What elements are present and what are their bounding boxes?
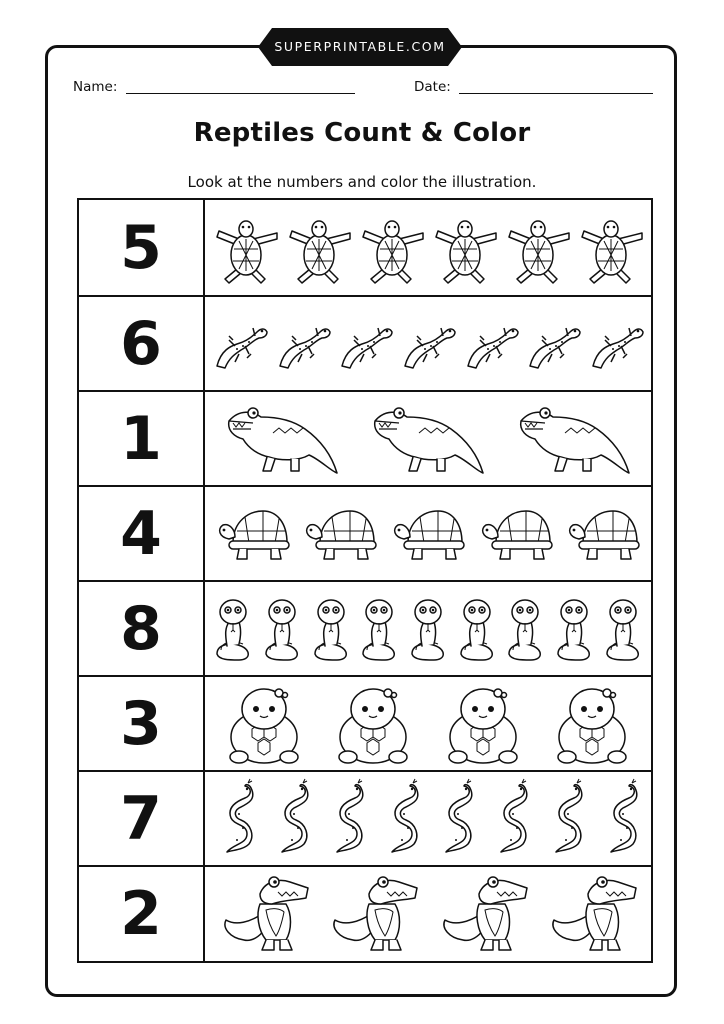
count-number: 4 <box>120 498 162 569</box>
tortoise-icon <box>565 503 641 565</box>
cute-turtle-icon <box>330 681 416 767</box>
cobra-icon <box>503 594 547 664</box>
picture-cell <box>205 772 651 865</box>
table-row <box>79 390 651 485</box>
picture-cell <box>205 677 651 770</box>
alligator-icon <box>544 874 640 954</box>
tortoise-icon <box>215 503 291 565</box>
snake-icon <box>599 778 641 860</box>
table-row <box>79 865 651 961</box>
cobra-icon <box>357 594 401 664</box>
lizard-icon <box>336 316 394 372</box>
cobra-icon <box>260 594 304 664</box>
number-cell <box>79 867 205 961</box>
number-cell <box>79 200 205 295</box>
sea-turtle-icon <box>213 209 279 287</box>
sea-turtle-icon <box>432 209 498 287</box>
picture-cell <box>205 487 651 580</box>
lizard-icon <box>274 316 332 372</box>
table-row <box>79 295 651 390</box>
table-row <box>79 485 651 580</box>
snake-icon <box>489 778 531 860</box>
cobra-icon <box>552 594 596 664</box>
count-grid <box>77 198 653 963</box>
lizard-icon <box>211 316 269 372</box>
count-number: 8 <box>120 593 162 664</box>
picture-cell <box>205 392 651 485</box>
tortoise-icon <box>390 503 466 565</box>
count-number: 5 <box>120 212 162 283</box>
picture-cell <box>205 297 651 390</box>
name-line[interactable] <box>126 93 355 94</box>
snake-icon <box>544 778 586 860</box>
sea-turtle-icon <box>505 209 571 287</box>
lizard-icon <box>399 316 457 372</box>
number-cell <box>79 677 205 770</box>
number-cell <box>79 392 205 485</box>
sea-turtle-icon <box>359 209 425 287</box>
snake-icon <box>215 778 257 860</box>
number-cell <box>79 582 205 675</box>
snake-icon <box>380 778 422 860</box>
snake-icon <box>270 778 312 860</box>
crocodile-icon <box>511 399 637 479</box>
date-line[interactable] <box>459 93 653 94</box>
table-row <box>79 200 651 295</box>
lizard-icon <box>524 316 582 372</box>
snake-icon <box>434 778 476 860</box>
cobra-icon <box>406 594 450 664</box>
sea-turtle-icon <box>286 209 352 287</box>
cute-turtle-icon <box>440 681 526 767</box>
number-cell <box>79 772 205 865</box>
cobra-icon <box>309 594 353 664</box>
crocodile-icon <box>219 399 345 479</box>
alligator-icon <box>216 874 312 954</box>
table-row <box>79 580 651 675</box>
number-cell <box>79 297 205 390</box>
date-label: Date: <box>414 79 451 95</box>
brand-badge <box>258 28 462 66</box>
cobra-icon <box>211 594 255 664</box>
cute-turtle-icon <box>549 681 635 767</box>
cobra-icon <box>455 594 499 664</box>
lizard-icon <box>462 316 520 372</box>
cute-turtle-icon <box>221 681 307 767</box>
name-label: Name: <box>73 79 118 95</box>
crocodile-icon <box>365 399 491 479</box>
table-row <box>79 770 651 865</box>
count-number: 6 <box>120 308 162 379</box>
tortoise-icon <box>302 503 378 565</box>
number-cell <box>79 487 205 580</box>
tortoise-icon <box>478 503 554 565</box>
cobra-icon <box>601 594 645 664</box>
count-number: 3 <box>120 688 162 759</box>
alligator-icon <box>435 874 531 954</box>
brand-text: SUPERPRINTABLE.COM <box>274 39 446 54</box>
snake-icon <box>325 778 367 860</box>
table-row <box>79 675 651 770</box>
count-number: 7 <box>120 783 162 854</box>
picture-cell <box>205 582 651 675</box>
sea-turtle-icon <box>578 209 644 287</box>
picture-cell <box>205 200 651 295</box>
page-title: Reptiles Count & Color <box>193 118 531 148</box>
instruction-text: Look at the numbers and color the illustration. <box>187 173 537 191</box>
count-number: 2 <box>120 879 162 949</box>
count-number: 1 <box>120 403 162 474</box>
alligator-icon <box>325 874 421 954</box>
lizard-icon <box>587 316 645 372</box>
picture-cell <box>205 867 651 961</box>
